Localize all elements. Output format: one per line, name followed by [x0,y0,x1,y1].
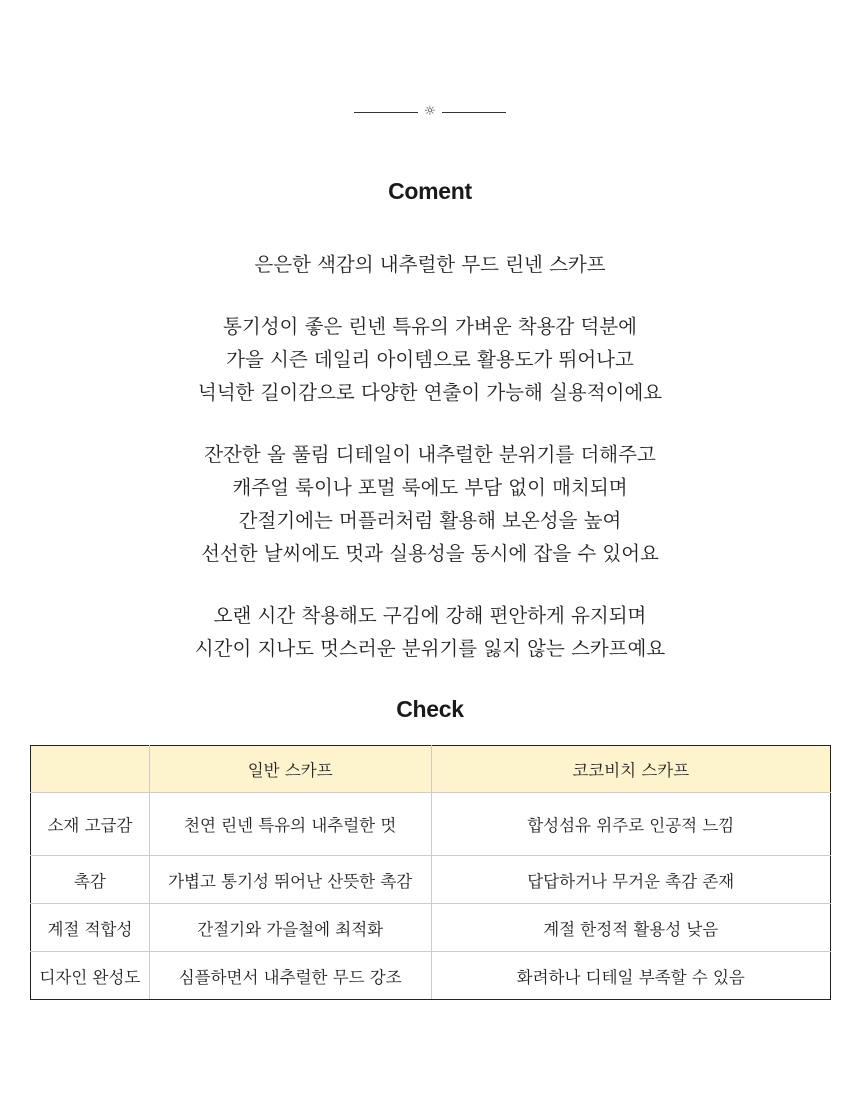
table-header-row [31,746,831,793]
table-cell: 답답하거나 무거운 촉감 존재 [431,856,831,904]
table-cell: 천연 린넨 특유의 내추럴한 멋 [149,793,431,856]
table-cell: 심플하면서 내추럴한 무드 강조 [149,952,431,1000]
ornament-line-left [354,112,418,113]
row-label: 디자인 완성도 [31,952,150,1000]
comment-paragraph [0,248,860,281]
row-label: 계절 적합성 [31,904,150,952]
table-cell: 합성섬유 위주로 인공적 느낌 [431,793,831,856]
header-cell-cocobeach-scarf: 코코비치 스카프 [431,746,831,793]
comment-paragraph [0,438,860,570]
comment-line: 통기성이 좋은 린넨 특유의 가벼운 착용감 덕분에 [223,315,637,338]
table-cell: 간절기와 가을철에 최적화 [149,904,431,952]
section-ornament [0,103,860,121]
comment-line: 넉넉한 길이감으로 다양한 연출이 가능해 실용적이에요 [197,381,663,404]
comment-line: 선선한 날씨에도 멋과 실용성을 동시에 잡을 수 있어요 [201,542,659,565]
comment-line: 캐주얼 룩이나 포멀 룩에도 부담 없이 매치되며 [232,476,628,499]
ornament-line-right [442,112,506,113]
check-heading: Check [396,696,464,722]
table-cell: 계절 한정적 활용성 낮음 [431,904,831,952]
row-label: 촉감 [31,856,150,904]
table-row [31,904,831,952]
header-cell-regular-scarf: 일반 스카프 [149,746,431,793]
table-cell: 가볍고 통기성 뛰어난 산뜻한 촉감 [149,856,431,904]
table-cell: 화려하나 디테일 부족할 수 있음 [431,952,831,1000]
comment-line: 오랜 시간 착용해도 구김에 강해 편안하게 유지되며 [213,604,647,627]
comment-heading: Coment [388,178,472,204]
comment-paragraph [0,310,860,409]
row-label: 소재 고급감 [31,793,150,856]
comment-line: 간절기에는 머플러처럼 활용해 보온성을 높여 [238,509,622,532]
header-cell-empty [31,746,150,793]
comment-paragraph [0,599,860,665]
table-row [31,793,831,856]
comment-line: 시간이 지나도 멋스러운 분위기를 잃지 않는 스카프예요 [194,637,666,660]
table-row [31,952,831,1000]
comment-line: 은은한 색감의 내추럴한 무드 린넨 스카프 [254,253,606,276]
table-row [31,856,831,904]
comment-line: 잔잔한 올 풀림 디테일이 내추럴한 분위기를 더해주고 [204,443,656,466]
sun-icon: ☼ [424,104,436,119]
comment-line: 가을 시즌 데일리 아이템으로 활용도가 뛰어나고 [226,348,634,371]
comparison-table [30,745,831,1000]
comment-body [0,248,860,694]
